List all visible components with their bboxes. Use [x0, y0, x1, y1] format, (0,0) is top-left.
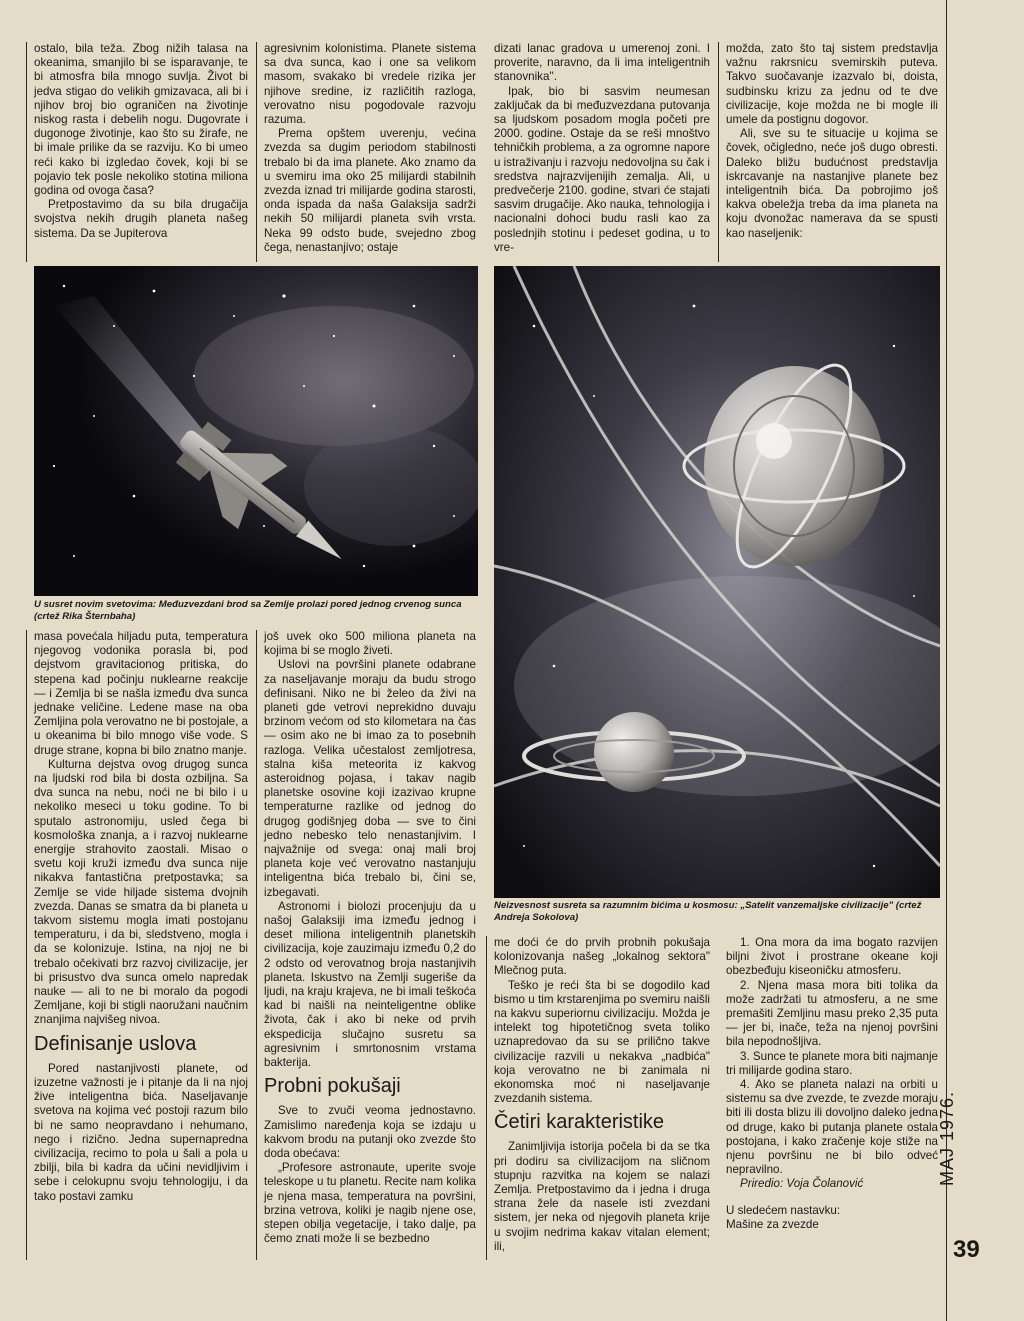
paragraph: Ali, sve su te situacije u kojima se čovek, očigledno, neće još dugo obresti. Daleko bližu budućnost predstavlja iskrcavanje na nastanjive planete bez inteligentnih bića. Da pobrojimo još kakva obeležja treba da ima planeta na koju dvonožac namerava da se spusti kao naseljenik: — [726, 127, 938, 240]
image-caption-right: Neizvesnost susreta sa razumnim bićima u kosmosu: „Satelit vanzemaljske civilizacije" (crtež Andreja Sokolova) — [494, 900, 922, 923]
paragraph: još uvek oko 500 miliona planeta na kojima bi se moglo živeti. — [264, 630, 476, 658]
column-rule — [486, 936, 487, 1260]
page-number: 39 — [953, 1236, 980, 1263]
bottom-column-3 — [494, 936, 710, 1254]
next-installment-title: Mašine za zvezde — [726, 1217, 819, 1231]
column-rule — [26, 42, 27, 262]
bottom-column-1 — [34, 630, 248, 1204]
top-column-4 — [726, 42, 938, 241]
paragraph: Ipak, bio bi sasvim neumesan zaključak da bi međuzvezdana putovanja sa ljudskom posadom mogla početi pre 2000. godine. Ostaje da se reši mnoštvo tehničkih problema, a za ogromne napore u istraživanju i razvoju nedovoljna su čak i sredstva najrazvijenijih zemalja. Ali, u predvečerje 2100. godine, stvari će stajati sasvim drugačije. Ako nauka, tehnologija i nacionalni dohoci budu rasli kao za poslednjih stotinu i pedeset godina, u to vre- — [494, 84, 710, 254]
paragraph: Kulturna dejstva ovog drugog sunca na ljudski rod bila bi dosta ozbiljna. Sa dva sunca na nebu, noći ne bi bilo i u nekoliko meseci u toku godine. To bi sputalo astronomiju, usled čega bi kosmološka znanja, a i razvoj nuklearne energije strahovito zaostali. Misao o svetu koji kruži između dva sunca nije nikakva fantastična pretpostavka; sa Zemlje se vide hiljade sistema dvojnih zvezda. Danas se smatra da bi planeta u takvom sistemu mogla imati postojanu temperaturu, i da bi, sledstveno, mogla i da se kolonizuje. Istina, na njoj ne bi trebalo očekivati brz razvoj civilizacije, jer bi prisustvo dva sunca omelo napredak nauke — ali to ne bi moralo da pogodi Zemljane, koji bi stigli naoružani naučnim znanjima najvišeg nivoa. — [34, 757, 248, 1027]
spaceship-art — [34, 266, 478, 596]
paragraph: Zanimljivija istorija počela bi da se tka pri dodiru sa civilizacijom na sličnom stupnju razvitka na kojem se nalazi Zemlja. Pretpostavimo da i jedna i druga strana žele da nasele isti zvezdani sistem, jer neka od njegovih planeta krije u svojim nedrima kakav vitalan element; ili, — [494, 1140, 710, 1253]
bottom-column-2 — [264, 630, 476, 1246]
list-item: 4. Ako se planeta nalazi na orbiti u sistemu sa dve zvezde, te zvezde moraju biti ili dosta blizu ili dovoljno daleko jedna od druge, kako bi putanja planete ostala postojana, i kako zračenje koje stiže na njenu površinu ne bi bilo odveć nepravilno. — [726, 1078, 939, 1177]
paragraph: Teško je reći šta bi se dogodilo kad bismo u tim krstarenjima po svemiru naišli na kakvu superiornu civilizaciju. Možda je intelekt tog hipotetičnog sveta toliko uznapredovao da su se prilično takve civilizacije razvili u nekakva „nadbića" koja verovatno ne bi zanimala ni ekonomska moć ni naseljavanje zvezdanih sistema. — [494, 978, 710, 1106]
column-rule — [718, 42, 719, 262]
column-rule — [256, 630, 257, 1260]
top-column-1 — [34, 42, 248, 241]
paragraph: me doći će do prvih probnih pokušaja kolonizovanja našeg „lokalnog sektora" Mlečnog puta. — [494, 936, 710, 978]
list-item: 1. Ona mora da ima bogato razvijen biljni život i prostrane okeane koji obezbeđuju kiseoničku atmosferu. — [726, 936, 938, 978]
column-rule — [26, 630, 27, 1260]
bottom-column-4 — [726, 936, 938, 1232]
section-heading: Četiri karakteristike — [494, 1111, 665, 1134]
list-item: 3. Sunce te planete mora biti najmanje tri milijarde godina staro. — [726, 1049, 938, 1077]
paragraph: Pored nastanjivosti planete, od izuzetne važnosti je i pitanje da li na njoj žive inteligentna bića. Naseljavanje svetova na kojima već postoji razum bilo bi ne samo neopravdano i nehumano, nego i rizično. Jedna supernapredna civilizacija, recimo to pola u šali a pola u zbilji, bila bi kadra da učini nevidljivim i sebe i celokupnu svoju tehnologiju, i da tako postavi zamku — [34, 1061, 248, 1203]
image-caption-left: U susret novim svetovima: Međuzvezdani brod sa Zemlje prolazi pored jednog crvenog sunca (crtež Rika Šternbaha) — [34, 599, 462, 622]
paragraph: agresivnim kolonistima. Planete sistema sa dva sunca, kao i one sa velikom masom, svakako bi vredele rizika jer njihove sredine, iz različitih razloga, verovatno nisu pogodovale razvoju razuma. — [264, 42, 476, 127]
top-column-2 — [264, 42, 476, 255]
satellite-illustration — [494, 266, 940, 898]
paragraph: Uslovi na površini planete odabrane za naseljavanje moraju da budu strogo definisani. Niko ne bi želeo da živi na planeti gde vetrovi neprekidno duvaju brzinom većom od sto kilometara na čas — osim ako ne bi imao za to posebnih razloga. Velika učestalost zemljotresa, stalna kiša meteorita iz kakvog asteroidnog pojasa, i takav nagib planetske osovine koji izazivao krupne temperaturne razlike od jednog do drugog godišnjeg doba — sve to čini jedno nebesko telo nenastanjivim. I najvažnije od svega: onaj mali broj planeta koje već verovatno nastanjuju inteligentna bića trebalo bi, čini se, izbegavati. — [264, 658, 476, 899]
top-column-3 — [494, 42, 710, 255]
section-heading: Probni pokušaji — [264, 1075, 401, 1098]
paragraph: Prema opštem uverenju, većina zvezda sa dugim periodom stabilnosti trebalo bi da ima planete. Ako znamo da u svemiru ima oko 25 milijardi stabilnih zvezda iznad tri milijarde godina starosti, onda ispada da naša Galaksija sadrži nekih 50 milijardi planeta svih vrsta. Neka 99 odsto bude, svejedno zbog čega, nenastanjivo; ostaje — [264, 127, 476, 254]
paragraph: „Profesore astronaute, uperite svoje teleskope u tu planetu. Recite nam kolika je njena masa, temperatura na površini, brzina vetrova, koliki je nagib njene ose, stepen obilja vegetacije, i tako dalje, pa čemo znati može li se bezbedno — [264, 1161, 476, 1246]
satellite-art — [494, 266, 940, 898]
author-signature: Priredio: Voja Čolanović — [740, 1177, 864, 1191]
paragraph: Sve to zvuči veoma jednostavno. Zamislimo naređenja koja se izdaju u kakvom brodu na putanji oko zvezde što doda obećava: — [264, 1104, 476, 1160]
paragraph: Astronomi i biolozi procenjuju da u našoj Galaksiji ima između jednog i deset miliona inteligentnih planetskih civilizacija, koje zauzimaju između 0,2 do 2 odsto od verovatnog broja nastanjivih planeta. Iskustvo na Zemlji sugeriše da ljudi, na kraju krajeva, ne bi imali teškoća kad bi naišli na neinteligentne oblike života, čak i ako bi neke od prvih ekspedicija slučajno susretu sa agresivnim i smrtonosnim vrstama bakterija. — [264, 899, 476, 1070]
spaceship-illustration — [34, 266, 478, 596]
issue-date: MAJ 1976. — [937, 1090, 957, 1186]
paragraph: masa povećala hiljadu puta, temperatura njegovog vodonika porasla bi, pod dejstvom gravitacionog pritiska, do stepena kad počinju nuklearne reakcije — i Zemlja bi se našla između dva sunca jednake veličine. Ledene mase na oba Zemljina pola verovatno ne bi postojale, a u okeanima bi bilo mnogo više vode. S druge strane, kopna bi bilo znatno manje. — [34, 630, 248, 757]
list-item: 2. Njena masa mora biti tolika da može zadržati tu atmosferu, a ne sme premašiti Zemljinu masu preko 2,35 puta — jer bi, inače, teža na njenoj površini bila nepodnošljiva. — [726, 978, 938, 1049]
paragraph: Pretpostavimo da su bila drugačija svojstva nekih drugih planeta našeg sistema. Da se Jupiterova — [34, 198, 248, 240]
paragraph: dizati lanac gradova u umerenoj zoni. I proverite, naravno, da li ima inteligentnih stanovnika''. — [494, 42, 710, 84]
section-heading: Definisanje uslova — [34, 1032, 197, 1055]
paragraph: možda, zato što taj sistem predstavlja važnu rakrsnicu svemirskih puteva. Takvo suočavanje izazvalo bi, doista, sudbinsku krizu za jednu od te dve civilizacije, koje možda ne bi mogle ili umele da postignu dogovor. — [726, 42, 938, 127]
next-installment-label: U sledećem nastavku: — [726, 1203, 841, 1217]
paragraph: ostalo, bila teža. Zbog nižih talasa na okeanima, smanjilo bi se isparavanje, te bi atmosfra bila mnogo suvlja. Život bi jedva stigao do velikih gmizavaca, ali bi i njihov broj bio ograničen na životinje niskog rasta i debelih nogu. Dugovrate i dugonoge životinje, kao što su žirafe, ne bi imale prilike da se razviju. Ko bi umeo reći kako bi izgledao čovek, koji bi se pojavio tek posle nekoliko stotina miliona godina od ovoga časa? — [34, 42, 248, 198]
column-rule — [256, 42, 257, 262]
